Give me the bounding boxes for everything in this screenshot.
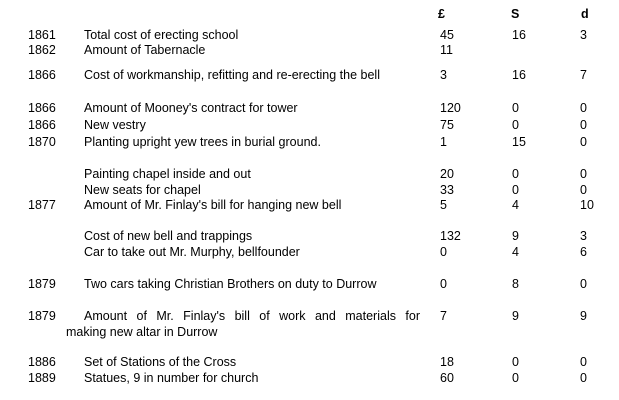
entry-pounds: 0: [440, 277, 447, 291]
entry-description: Car to take out Mr. Murphy, bellfounder: [84, 245, 300, 259]
entry-pence: 10: [580, 198, 594, 212]
entry-pounds: 20: [440, 167, 454, 181]
entry-row: [0, 370, 619, 386]
entry-year: 1870: [28, 135, 56, 149]
entry-row: [0, 166, 619, 182]
entry-row: [0, 244, 619, 260]
entry-pence: 6: [580, 245, 587, 259]
entry-row: [0, 276, 619, 292]
entry-year: 1886: [28, 355, 56, 369]
entry-row: [0, 228, 619, 244]
entry-description: [66, 308, 420, 340]
entry-row: [0, 117, 619, 133]
entry-pence: 0: [580, 167, 587, 181]
entry-description: New vestry: [84, 118, 146, 132]
entry-pence: 0: [580, 118, 587, 132]
pence-header: d: [581, 7, 589, 21]
entry-description: Painting chapel inside and out: [84, 167, 251, 181]
entry-row: [0, 42, 619, 58]
entry-description-line: Amount of Mr. Finlay's bill of work and materials for: [84, 309, 420, 323]
entry-description: Set of Stations of the Cross: [84, 355, 237, 369]
entry-row: [0, 134, 619, 150]
entry-year: 1866: [28, 68, 56, 82]
entry-pounds: 60: [440, 371, 454, 385]
entry-shillings: 0: [512, 183, 519, 197]
entry-description: New seats for chapel: [84, 183, 201, 197]
entry-year: 1879: [28, 309, 56, 323]
entry-pence: 0: [580, 135, 587, 149]
entry-row: [0, 354, 619, 370]
entry-year: 1877: [28, 198, 56, 212]
entry-shillings: 0: [512, 101, 519, 115]
entry-shillings: 4: [512, 245, 519, 259]
entry-pounds: 5: [440, 198, 447, 212]
entry-year: 1866: [28, 118, 56, 132]
entry-shillings: 8: [512, 277, 519, 291]
entry-pounds: 18: [440, 355, 454, 369]
entry-pence: 7: [580, 68, 587, 82]
entry-row: [0, 100, 619, 116]
entry-shillings: 16: [512, 68, 526, 82]
entry-pounds: 120: [440, 101, 461, 115]
entry-description: Amount of Tabernacle: [84, 43, 206, 57]
entry-row: [0, 182, 619, 198]
entry-description: Amount of Mooney's contract for tower: [84, 101, 298, 115]
entry-pounds: 75: [440, 118, 454, 132]
entry-pence: 0: [580, 277, 587, 291]
entry-pounds: 3: [440, 68, 447, 82]
entry-pence: 9: [580, 309, 587, 323]
entry-pence: 0: [580, 371, 587, 385]
entry-pounds: 7: [440, 309, 447, 323]
entry-shillings: 9: [512, 229, 519, 243]
entry-shillings: 0: [512, 167, 519, 181]
entry-description: Two cars taking Christian Brothers on duty to Durrow: [84, 277, 377, 291]
pounds-header: £: [438, 7, 445, 21]
entry-pence: 0: [580, 355, 587, 369]
entry-description: Cost of workmanship, refitting and re-erecting the bell: [84, 68, 380, 82]
entry-row: [0, 197, 619, 213]
entry-pence: 3: [580, 229, 587, 243]
entry-pounds: 11: [440, 43, 453, 57]
entry-pounds: 132: [440, 229, 461, 243]
entry-row: [0, 308, 619, 340]
entry-year: 1879: [28, 277, 56, 291]
entry-shillings: 9: [512, 309, 519, 323]
entry-shillings: 0: [512, 355, 519, 369]
entry-pounds: 33: [440, 183, 454, 197]
entry-shillings: 0: [512, 118, 519, 132]
entry-year: 1861: [28, 28, 56, 42]
shillings-header: S: [511, 7, 520, 21]
entry-shillings: 4: [512, 198, 519, 212]
entry-pence: 0: [580, 101, 587, 115]
entry-description: Planting upright yew trees in burial ground.: [84, 135, 321, 149]
entry-row: [0, 27, 619, 43]
entry-description: Cost of new bell and trappings: [84, 229, 253, 243]
entry-pence: 3: [580, 28, 587, 42]
entry-year: 1862: [28, 43, 56, 57]
entry-pounds: 45: [440, 28, 454, 42]
entry-year: 1866: [28, 101, 56, 115]
entry-shillings: 0: [512, 371, 519, 385]
entry-year: 1889: [28, 371, 56, 385]
entry-pounds: 1: [440, 135, 447, 149]
entry-row: [0, 67, 619, 83]
entry-shillings: 16: [512, 28, 526, 42]
entry-description: Amount of Mr. Finlay's bill for hanging new bell: [84, 198, 342, 212]
entry-shillings: 15: [512, 135, 526, 149]
entry-pounds: 0: [440, 245, 447, 259]
entry-description: Statues, 9 in number for church: [84, 371, 259, 385]
entry-description-line: making new altar in Durrow: [66, 325, 218, 339]
entry-description: Total cost of erecting school: [84, 28, 239, 42]
entry-pence: 0: [580, 183, 587, 197]
